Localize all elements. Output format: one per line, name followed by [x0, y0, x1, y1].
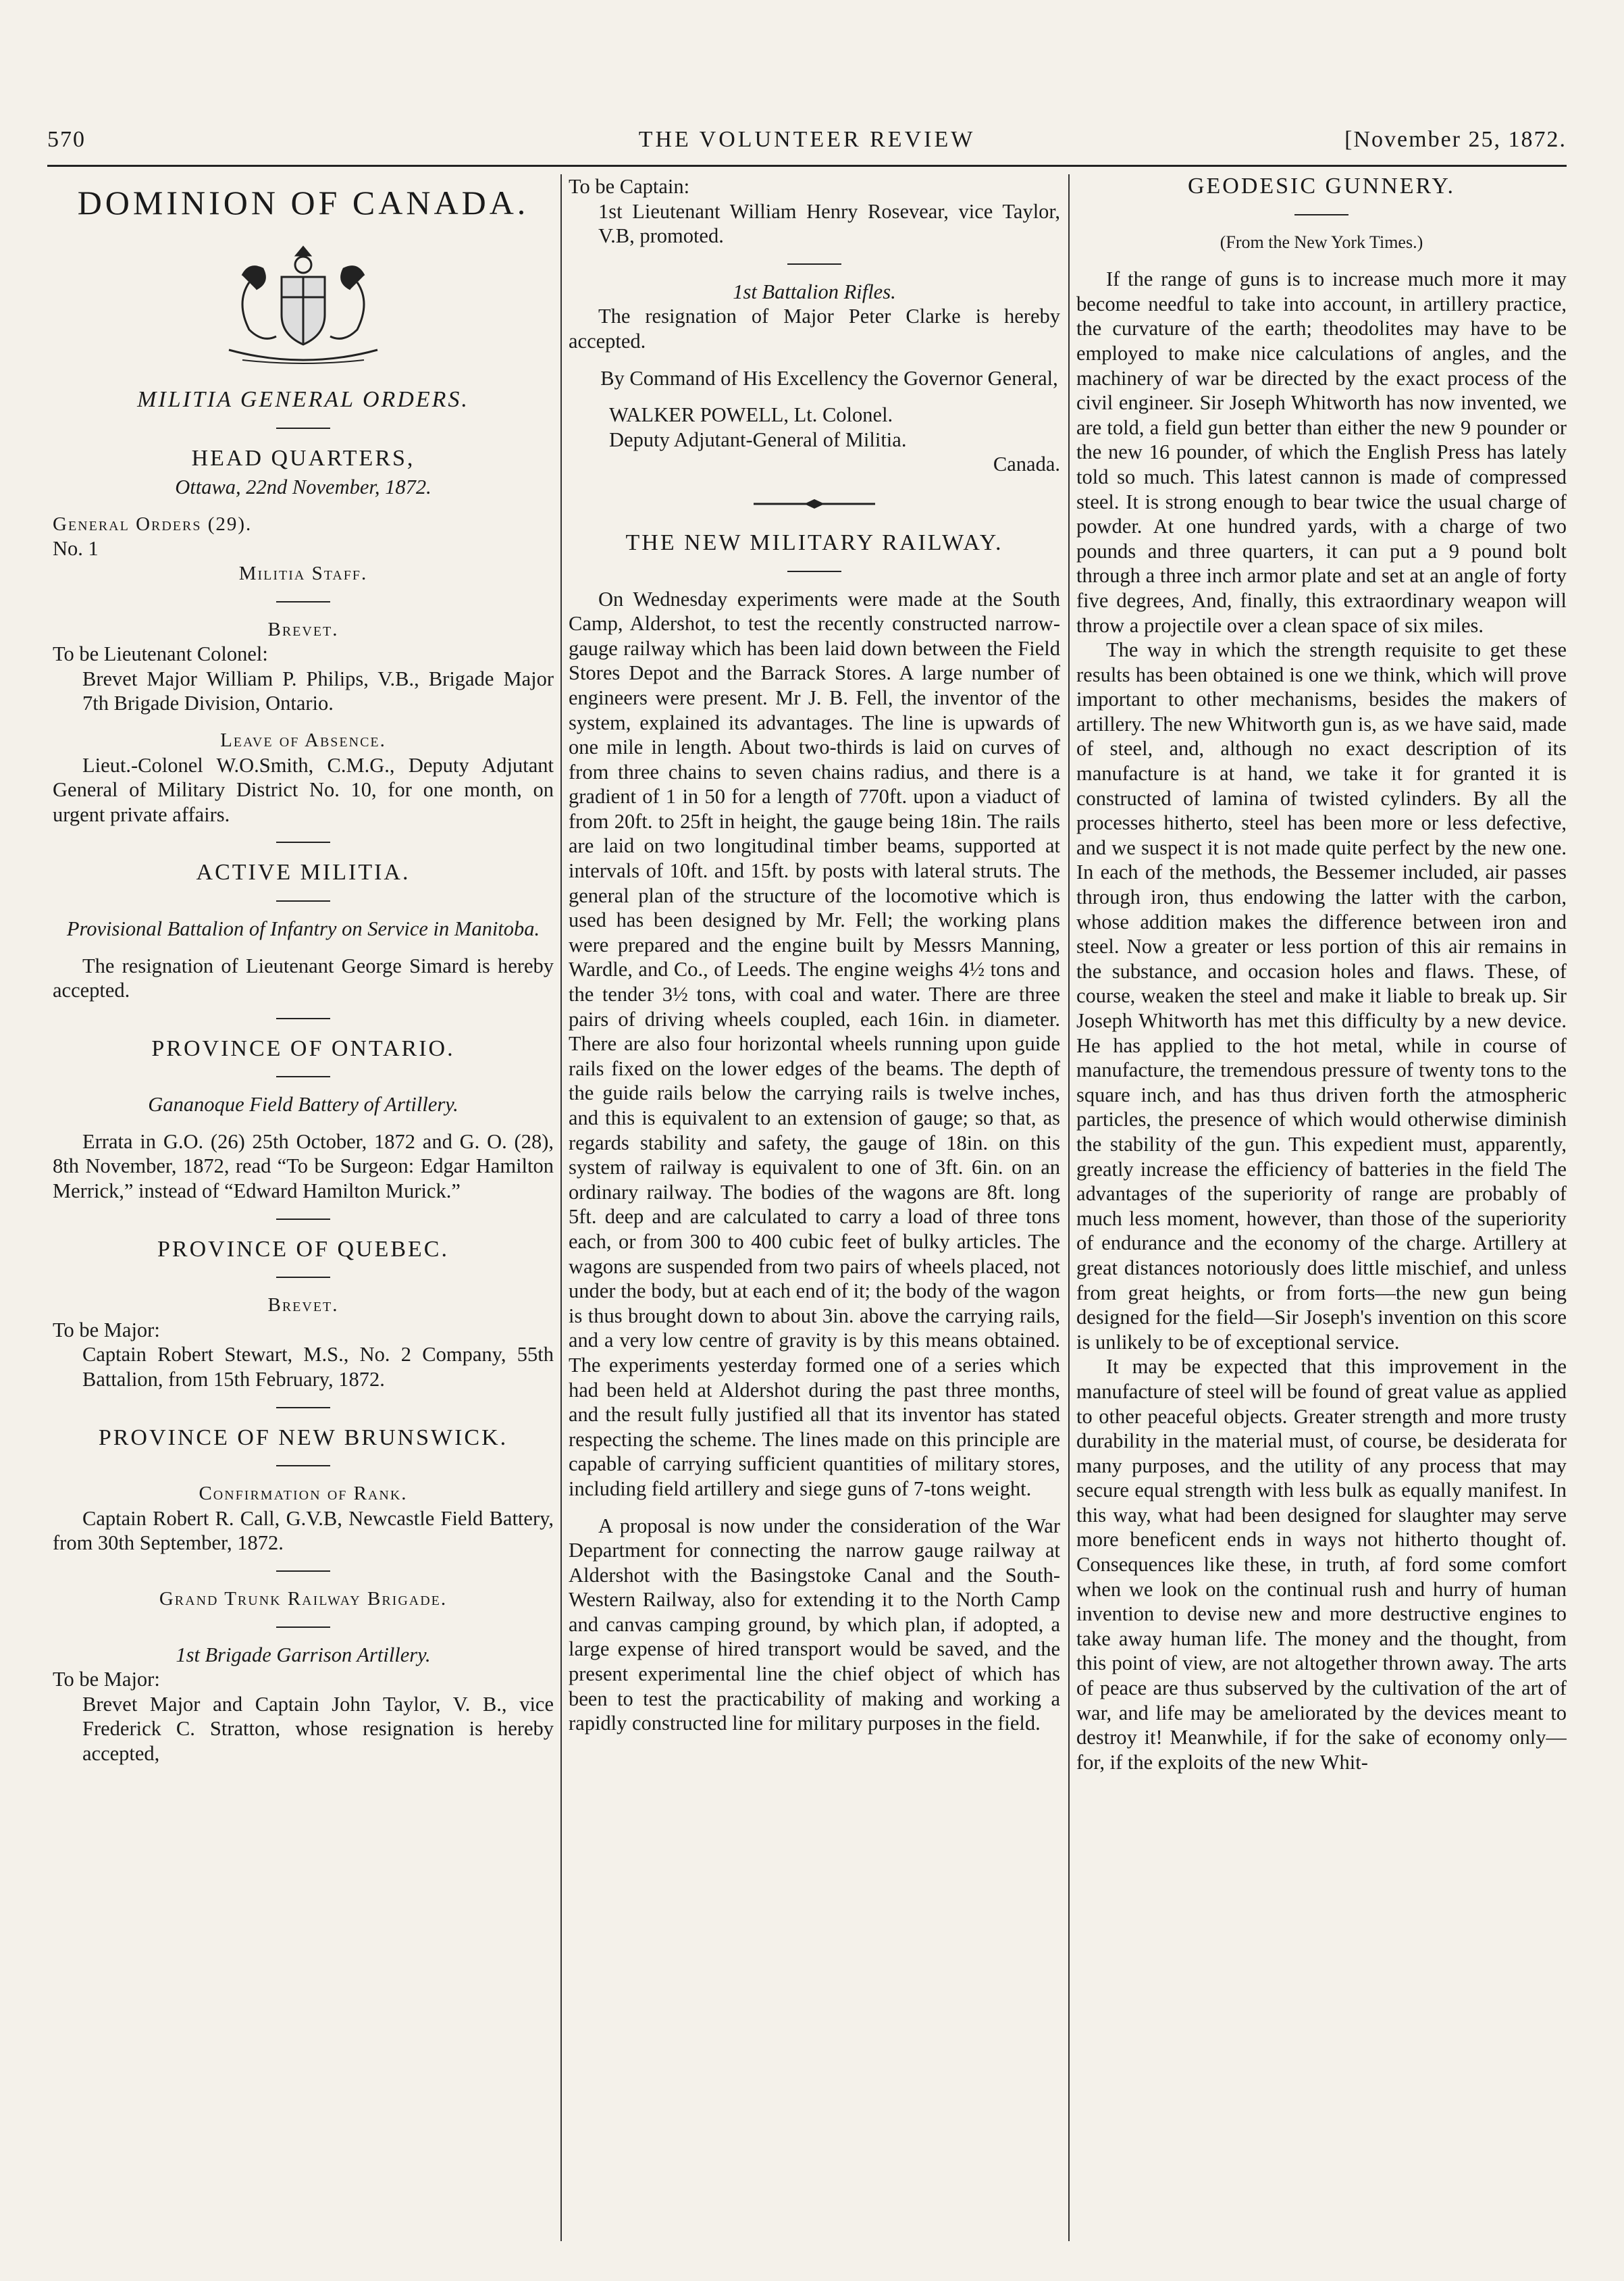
brevet-heading: Brevet.	[267, 618, 339, 640]
railway-para-2: A proposal is now under the consideration of the War Department for connecting the narrow gauge railway at Aldershot with the Basingstoke Canal and the South-Western Railway, also for extending it to the North Camp and canvas camping ground, by which plan, if adopted, a large expense of hired transport would be saved, and the present experimental line the chief object of which has been to test the practicability of making and working a rapidly constructed line for military purposes in the field.	[569, 1514, 1060, 1735]
signature-title: Deputy Adjutant-General of Militia.	[609, 428, 907, 451]
divider	[1294, 214, 1348, 215]
divider	[276, 1626, 330, 1628]
to-be-lt-colonel: To be Lieutenant Colonel:	[53, 642, 268, 666]
signature-place: Canada.	[993, 453, 1060, 476]
geodesic-article-title: GEODESIC GUNNERY.	[1187, 174, 1456, 199]
to-be-major-2: To be Major:	[53, 1668, 160, 1691]
column-rule-1	[560, 174, 562, 2241]
divider	[276, 900, 330, 902]
article-source: (From the New York Times.)	[1220, 232, 1423, 252]
clarke-entry: The resignation of Major Peter Clarke is hereby accepted.	[569, 305, 1060, 353]
leave-of-absence-heading: Leave of Absence.	[220, 729, 386, 751]
divider	[276, 1465, 330, 1466]
rosevear-entry: 1st Lieutenant William Henry Rosevear, vice Taylor, V.B, promoted.	[598, 199, 1060, 248]
column-3	[1076, 174, 1567, 2241]
divider	[276, 842, 330, 843]
masthead: DOMINION OF CANADA.	[77, 184, 529, 222]
to-be-captain: To be Captain:	[569, 175, 690, 198]
garrison-artillery-heading: 1st Brigade Garrison Artillery.	[176, 1643, 431, 1666]
arrow-divider-icon	[754, 497, 875, 511]
grand-trunk-heading: Grand Trunk Railway Brigade.	[159, 1588, 448, 1610]
to-be-major: To be Major:	[53, 1318, 160, 1341]
divider	[276, 1407, 330, 1408]
rifles-heading: 1st Battalion Rifles.	[733, 280, 896, 303]
general-orders-number: General Orders (29).	[53, 513, 253, 535]
taylor-entry: Brevet Major and Captain John Taylor, V. B., vice Frederick C. Stratton, whose resignation is hereby accepted,	[82, 1692, 554, 1765]
divider	[787, 571, 841, 572]
order-no: No. 1	[53, 537, 99, 561]
divider	[276, 1076, 330, 1077]
stewart-entry: Captain Robert Stewart, M.S., No. 2 Company, 55th Battalion, from 15th February, 1872.	[82, 1343, 554, 1391]
militia-staff-heading: Militia Staff.	[238, 562, 368, 584]
philips-entry: Brevet Major William P. Philips, V.B., Brigade Major 7th Brigade Division, Ontario.	[82, 667, 554, 715]
smith-entry: Lieut.-Colonel W.O.Smith, C.M.G., Deputy Adjutant General of Military District No. 10, for one month, on urgent private affairs.	[53, 753, 554, 826]
divider	[276, 1570, 330, 1572]
divider	[276, 601, 330, 603]
confirmation-heading: Confirmation of Rank.	[199, 1483, 408, 1505]
geodesic-para-3: It may be expected that this improvement in the manufacture of steel will be found of great value as applied to other peaceful objects. Greater strength and more trusty durability in the material must, of course, be desiderata for many purposes, and the utility of any process that may secure equal strength with less bulk as equally manifest. In this way, what had been designed for slaughter may serve more beneficent ends in ways not hitherto thought of. Consequences like these, in truth, af ford some comfort when we look on the continual rush and hurry of human invention to devise new and more destructive engines to take away human life. The money and the thought, from this point of view, are not altogether thrown away. The arts of peace are thus subserved by the cultivation of the art of war, and life may be ameliorated by the devices meant to destroy it! Meanwhile, if for the sake of economy only—for, if the exploits of the new Whit-	[1076, 1355, 1567, 1774]
divider	[276, 1018, 330, 1019]
command-line: By Command of His Excellency the Governor General,	[600, 366, 1058, 390]
divider	[276, 1277, 330, 1278]
page-header	[47, 127, 1567, 161]
signature-powell: WALKER POWELL, Lt. Colonel.	[609, 403, 893, 427]
ontario-heading: PROVINCE OF ONTARIO.	[151, 1035, 455, 1061]
errata-entry: Errata in G.O. (26) 25th October, 1872 and G. O. (28), 8th November, 1872, read “To be Surgeon: Edgar Hamilton Merrick,” instead of “Edward Hamilton Murick.”	[53, 1129, 554, 1203]
gananoque-heading: Gananoque Field Battery of Artillery.	[148, 1093, 459, 1117]
hq-place-date: Ottawa, 22nd November, 1872.	[175, 476, 431, 499]
page-number: 570	[47, 127, 86, 152]
head-quarters-heading: HEAD QUARTERS,	[191, 445, 415, 471]
quebec-heading: PROVINCE OF QUEBEC.	[157, 1236, 449, 1262]
geodesic-para-2: The way in which the strength requisite to get these results has been obtained is one we think, which will prove important to other mechanisms, besides the makers of artillery. The new Whitworth gun is, as we have said, made of steel, and, although no exact description of its manufacture is at hand, we take it for granted it is constructed of lamina of twisted cylinders. By all the processes hitherto, steel has been more or less defective, and we suspect it is not made quite perfect by the new one. In each of the methods, the Bessemer included, air passes through iron, thus endowing the latter with the carbon, whose addition makes the difference between iron and steel. Now a greater or less portion of this air remains in the substance, and occasion holes and flaws. These, of course, weaken the steel and make it liable to break up. Sir Joseph Whitworth has met this difficulty by a new device. He has applied to the hot metal, while in course of manufacture, the tremendous pressure of twenty tons to the square inch, and has thus driven forth the atmospheric particles, the presence of which would otherwise diminish the stability of the gun. This expedient must, apparently, greatly increase the efficiency of batteries in the field The advantages of the superiority of range are probably of much less moment, however, than those of the superiority of endurance and the economy of the charge. Artillery at great distances notoriously does little mischief, and unless from great heights, or from forts—the new gun being designed for the field—Sir Joseph's invention on this score is unlikely to be of exceptional service.	[1076, 638, 1567, 1354]
divider	[787, 263, 841, 265]
simard-entry: The resignation of Lieutenant George Simard is hereby accepted.	[53, 954, 554, 1002]
issue-date: [November 25, 1872.	[1344, 127, 1567, 152]
call-entry: Captain Robert R. Call, G.V.B, Newcastle Field Battery, from 30th September, 1872.	[53, 1506, 554, 1555]
new-brunswick-heading: PROVINCE OF NEW BRUNSWICK.	[98, 1425, 508, 1450]
column-rule-2	[1068, 174, 1070, 2241]
column-2	[569, 174, 1060, 2241]
page-title: THE VOLUNTEER REVIEW	[638, 127, 976, 152]
provisional-battalion-heading: Provisional Battalion of Infantry on Service in Manitoba.	[66, 917, 540, 940]
divider	[276, 428, 330, 429]
militia-general-orders-heading: MILITIA GENERAL ORDERS.	[137, 387, 469, 412]
railway-article-title: THE NEW MILITARY RAILWAY.	[625, 530, 1003, 555]
header-rule	[47, 165, 1567, 167]
railway-para-1: On Wednesday experiments were made at the South Camp, Aldershot, to test the recently constructed narrow-gauge railway which has been laid down between the Field Stores Depot and the Barrack Stores. A large number of engineers were present. Mr J. B. Fell, the inventor of the system, explained its advantages. The line is upwards of one mile in length. About two-thirds is laid on curves of from three chains to seven chains radius, and there is a gradient of 1 in 50 for a length of 770ft. upon a viaduct of from 20ft. to 25ft in height, the gauge being 18in. The rails are laid on two longitudinal timber beams, supported at intervals of 10ft. and 15ft. by posts with lateral struts. The general plan of the structure of the locomotive which is used has been designed by Mr. Fell; the working plans were prepared and the engine built by Messrs Manning, Wardle, and Co., of Leeds. The engine weighs 4½ tons and the tender 3½ tons, with coal and water. There are three pairs of driving wheels coupled, each 16in. in diameter. There are also four horizontal wheels running upon guide rails fixed on the lower edges of the beams. The depth of the guide rails below the carrying rails is twelve inches, and this is equivalent to an extension of gauge; so that, as regards stability and safety, the gauge of 18in. on this system of railway is equivalent to one of 3ft. 6in. on an ordinary railway. The bodies of the wagons are 8ft. long 5ft. deep and are calculated to carry a load of three tons each, or from 300 to 400 cubic feet of bulky articles. The wagons are suspended from two pairs of wheels placed, not under the body, but at each end of it; the body of the wagon is thus brought down to about 3in. above the carrying rails, and a very low centre of gravity is by this means obtained. The experiments yesterday formed one of a series which had been held at Aldershot during the past three months, and the result fully justified all that its inventor has stated respecting the scheme. The lines made on this principle are capable of carrying sufficient quantities of military stores, including field artillery and siege guns of 7-tons weight.	[569, 587, 1060, 1500]
active-militia-heading: ACTIVE MILITIA.	[196, 860, 411, 886]
brevet-heading-2: Brevet.	[267, 1294, 339, 1316]
royal-coat-of-arms-icon	[202, 235, 404, 370]
column-1	[53, 174, 554, 2241]
divider	[276, 1219, 330, 1220]
geodesic-para-1: If the range of guns is to increase much more it may become needful to take into account, in artillery practice, the curvature of the earth; theodolites may have to be employed to make nice calculations of angles, and the machinery of war be directed by the exact process of the civil engineer. Sir Joseph Whitworth has now invented, we are told, a field gun better than either the new 9 pounder or the new 16 pounder, of which the English Press has lately told so much. This latest cannon is made of compressed steel. It is strong enough to bear twice the usual charge of powder. At one hundred yards, with a charge of two pounds and three quarters, it can put a 9 pound bolt through a three inch armor plate and set at an angle of forty five degrees, And, finally, this extraordinary weapon will throw a projectile over a clean space of six miles.	[1076, 267, 1567, 637]
